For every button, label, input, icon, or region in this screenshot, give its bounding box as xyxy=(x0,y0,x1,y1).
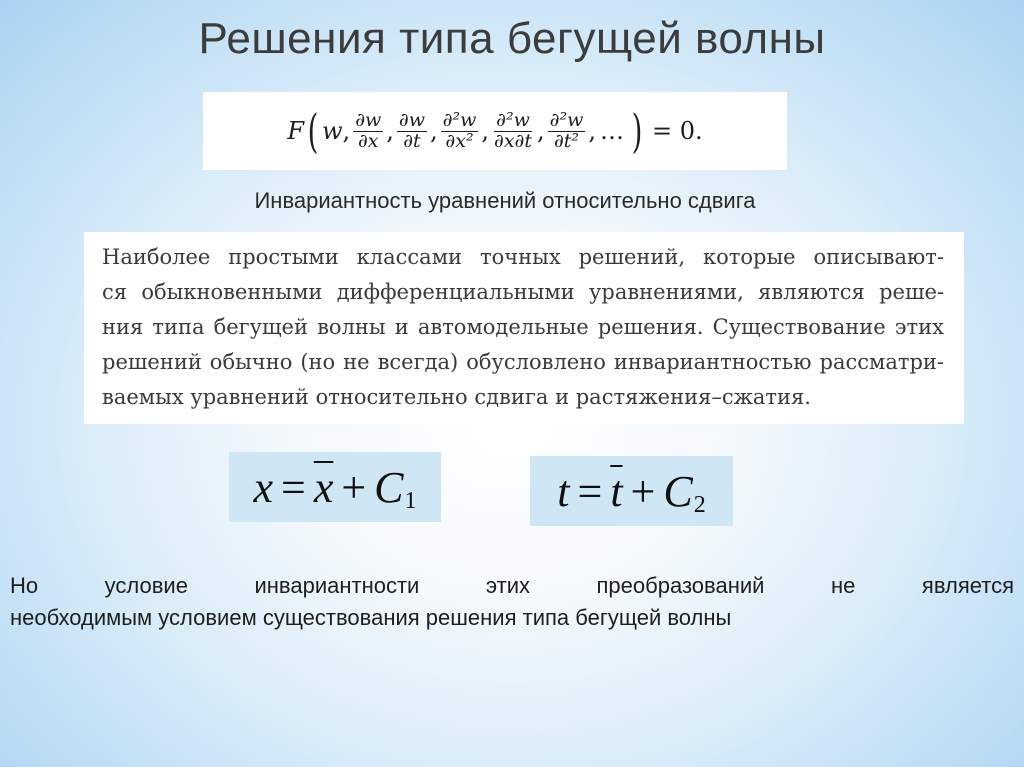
eq1-plus: + xyxy=(341,462,367,512)
book-excerpt xyxy=(84,232,964,424)
eq1-constant: C xyxy=(374,462,404,512)
shift-equation-x xyxy=(229,452,441,522)
conclusion-line: Но условие инвариантности этих преобразований не является xyxy=(10,573,1014,598)
excerpt-line: решений обычно (но не всегда) обусловлено инвариантностью рассматри- xyxy=(102,350,944,374)
eq1-bar-variable: $\overline{x}$ xyxy=(313,462,334,512)
slide-title: Решения типа бегущей волны xyxy=(198,14,826,63)
excerpt-line: ся обыкновенными дифференциальными уравнениями, являются реше- xyxy=(102,280,944,304)
general-pde-formula: F ( w , $\frac{\partial w}{\partial x}$ , $\frac{\partial w}{\partial t}$ , $\frac{\text{∂²w}}{\text{∂x²}}$ , $\frac{\text{∂²w}}{\partial x\partial t}$ , $\frac{\text{∂²w}}{\text{∂t²}}$ , … ) = 0. xyxy=(203,92,787,170)
formula-rhs: = 0. xyxy=(651,117,703,145)
excerpt-line: ния типа бегущей волны и автомодельные решения. Существование этих xyxy=(102,315,944,339)
eq2-constant: C xyxy=(663,466,693,516)
formula-function-F: F xyxy=(287,117,305,145)
formula-derivative-5 xyxy=(548,108,586,152)
formula-derivative-2-den: ∂t xyxy=(403,129,421,152)
formula-derivative-1 xyxy=(353,108,383,152)
formula-derivative-4 xyxy=(492,108,534,152)
excerpt-line: Наиболее простыми классами точных решений, которые описывают- xyxy=(102,245,944,269)
formula-derivative-4-den: ∂x∂t xyxy=(494,129,533,152)
section-subtitle: Инвариантность уравнений относительно сдвига xyxy=(254,188,756,213)
eq2-bar-variable: $\overline{t}$ xyxy=(610,466,623,516)
formula-variable-w: w xyxy=(322,117,343,145)
eq1-equals: = xyxy=(280,462,306,512)
formula-close-paren: ) xyxy=(631,104,643,158)
formula-derivative-2 xyxy=(397,108,427,152)
formula-derivative-3 xyxy=(441,108,479,152)
formula-derivative-2-num: ∂w xyxy=(398,108,426,131)
formula-derivative-1-num: ∂w xyxy=(355,108,382,131)
eq2-plus: + xyxy=(630,466,656,516)
formula-derivative-5-den: ∂t² xyxy=(553,129,580,152)
formula-derivative-5-num: ∂²w xyxy=(549,108,584,131)
conclusion-line: необходимым условием существования решения типа бегущей волны xyxy=(10,605,732,630)
shift-equation-t xyxy=(530,456,733,526)
formula-derivative-1-den: ∂x xyxy=(357,129,379,152)
eq2-lhs: t xyxy=(557,466,570,516)
formula-derivative-3-num: ∂²w xyxy=(442,108,477,131)
eq1-subscript: 1 xyxy=(404,487,417,514)
formula-open-paren: ( xyxy=(307,104,319,158)
eq2-subscript: 2 xyxy=(693,491,706,518)
conclusion-paragraph xyxy=(10,570,1014,634)
eq2-equals: = xyxy=(577,466,603,516)
formula-derivative-4-num: ∂²w xyxy=(496,108,530,131)
formula-derivative-3-den: ∂x² xyxy=(445,129,474,152)
eq1-lhs: x xyxy=(253,462,273,512)
formula-ellipsis: … xyxy=(600,117,625,145)
excerpt-line: ваемых уравнений относительно сдвига и растяжения–сжатия. xyxy=(102,385,811,409)
